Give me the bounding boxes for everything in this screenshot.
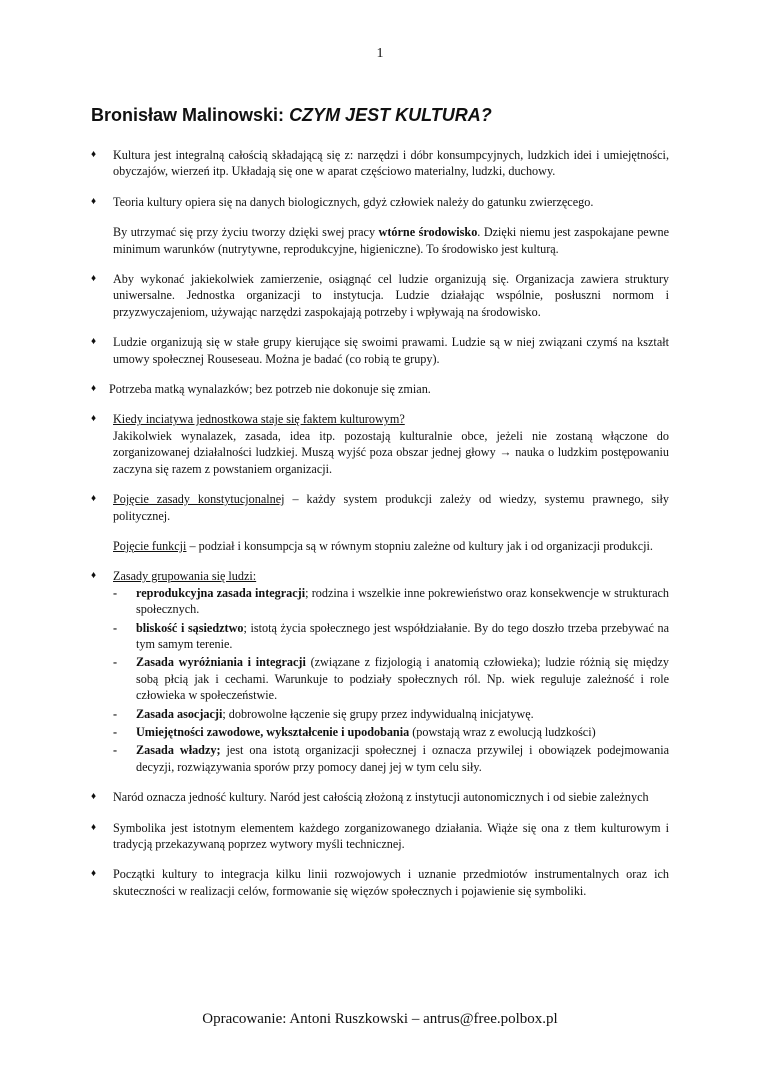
text-span: (powstają wraz z ewolucją ludzkości): [409, 724, 596, 739]
principle-item: [113, 724, 669, 740]
principles-list: [113, 585, 669, 775]
diamond-bullet-icon: ♦: [91, 195, 97, 207]
text-span: ; dobrowolne łączenie się grupy przez indywidualną inicjatywę.: [222, 706, 534, 721]
text-span: (związane z fizjologią i anatomią człowieka); ludzie różnią się między sobą płcią jak i cechami. Warunkuje to podziały społecznych ról. Np. wiek reguluje zależność i role człowieka w społeczeństwie.: [136, 655, 669, 703]
bold-term: Zasada asocjacji: [136, 706, 223, 721]
diamond-bullet-icon: ♦: [91, 791, 97, 803]
item-subparagraph: [113, 224, 669, 257]
underlined-term: Pojęcie zasady konstytucjonalnej: [113, 492, 285, 507]
text-span: ; istotą życia społecznego jest współdziałanie. By do tego doszło trzeba przebywać na tym samym terenie.: [136, 620, 669, 651]
item-text: Kultura jest integralną całością składającą się z: narzędzi i dóbr konsumpcyjnych, ludzkich idei i umiejętności, obyczajów, wierzeń itp. Układają się one w aparat częściowo materialny, ludzki, duchowy.: [113, 148, 669, 179]
list-item: [91, 491, 669, 554]
list-item: [91, 194, 669, 257]
principle-item: [113, 654, 669, 703]
document-body: [91, 147, 669, 913]
page-footer: Opracowanie: Antoni Ruszkowski – antrus@free.polbox.pl: [202, 1011, 558, 1027]
bold-term: bliskość i sąsiedztwo: [136, 620, 244, 635]
diamond-bullet-icon: ♦: [91, 570, 97, 582]
diamond-bullet-icon: ♦: [91, 868, 97, 880]
bold-term: Zasada wyróżniania i integracji: [136, 655, 306, 670]
text-span: . Dzięki niemu jest zaspokajane pewne minimum warunków (nutrytywne, reprodukcyjne, higieniczne). To środowisko jest kulturą.: [113, 225, 669, 256]
text-span: jest ona istotą organizacji społecznej i oznacza przywilej i obowiązek podejmowania decyzji, rozwiązywania sporów przy pomocy danej jej w tym celu siły.: [136, 743, 669, 774]
text-span: By utrzymać się przy życiu tworzy dzięki swej pracy: [113, 225, 379, 240]
principle-item: [113, 742, 669, 775]
item-text: Naród oznacza jedność kultury. Naród jest całością złożoną z instytucji autonomicznych i od siebie zależnych: [113, 790, 649, 805]
dash-bullet: -: [113, 743, 118, 758]
item-subparagraph: [113, 538, 669, 554]
principle-item: [113, 585, 669, 618]
bold-term: Umiejętności zawodowe, wykształcenie i upodobania: [136, 724, 410, 739]
item-text: Aby wykonać jakiekolwiek zamierzenie, osiągnąć cel ludzie organizują się. Organizacja zawiera struktury uniwersalne. Jednostka organizacji to instytucja. Ludzie działając wspólnie, posłuszni normom i przyzwyczajeniom, używając narzędzi zaspokajają potrzeby i wpływają na środowisko.: [113, 272, 669, 319]
list-item: [91, 820, 669, 853]
diamond-bullet-icon: ♦: [91, 413, 97, 425]
dash-bullet: -: [113, 620, 118, 635]
dash-bullet: -: [113, 724, 118, 739]
diamond-bullet-icon: ♦: [91, 149, 97, 160]
item-heading: Kiedy inciatywa jednostkowa staje się faktem kulturowym?: [113, 412, 405, 427]
diamond-bullet-icon: ♦: [91, 273, 97, 285]
principle-item: [113, 620, 669, 653]
page-number: 1: [376, 46, 384, 61]
list-item: [91, 381, 669, 397]
dash-bullet: -: [113, 585, 118, 600]
item-text: Potrzeba matką wynalazków; bez potrzeb nie dokonuje się zmian.: [109, 382, 431, 397]
list-item: [91, 411, 669, 477]
list-item: [91, 271, 669, 320]
text-span: – podział i konsumpcja są w równym stopniu zależne od kultury jak i od organizacji produkcji.: [186, 538, 653, 553]
bold-term: Zasada władzy;: [136, 743, 221, 758]
item-text: Ludzie organizują się w stałe grupy kierujące się swoimi prawami. Ludzie są w niej związani czymś na kształt umowy społecznej Rouseseau. Można je badać (co robią te grupy).: [113, 335, 669, 366]
item-text: Symbolika jest istotnym elementem każdego zorganizowanego działania. Wiąże się ona z tłem kulturowym i tradycją przekazywaną poprzez wytwory myśli technicznej.: [113, 820, 669, 851]
bold-term: wtórne środowisko: [378, 225, 478, 240]
text-span: nauka o ludzkim postępowaniu zaczyna się razem z powstaniem organizacji.: [113, 445, 669, 476]
diamond-bullet-icon: ♦: [91, 383, 97, 395]
text-span: – każdy system produkcji zależy od wiedzy, systemu prawnego, siły politycznej.: [113, 492, 669, 523]
item-text: [113, 491, 669, 524]
dash-bullet: -: [113, 706, 118, 721]
page-title: [91, 105, 492, 126]
diamond-bullet-icon: ♦: [91, 821, 97, 833]
dash-bullet: -: [113, 655, 118, 670]
principle-item: [113, 706, 669, 722]
list-item: [91, 147, 669, 180]
list-item: [91, 789, 669, 805]
item-text: [113, 428, 669, 477]
text-span: Jakikolwiek wynalazek, zasada, idea itp. pozostają kulturalnie obce, jeżeli nie zostaną włączone do zorganizowanej działalności ludzkiej. Muszą wyjść poza obszar jednej głowy: [113, 428, 669, 460]
list-item: [91, 334, 669, 367]
text-span: ; rodzina i wszelkie inne pokrewieństwo oraz konsekwencje w strukturach społecznych.: [136, 585, 669, 617]
arrow-right-icon: →: [499, 445, 512, 460]
underlined-term: Pojęcie funkcji: [113, 538, 187, 553]
item-text: Początki kultury to integracja kilku linii rozwojowych i uznanie przedmiotów instrumentalnych oraz ich skuteczności w realizacji celów, formowanie się więzów społecznych i pojawienie się symboliki.: [113, 867, 669, 898]
diamond-bullet-icon: ♦: [91, 336, 97, 348]
item-heading: Zasady grupowania się ludzi:: [113, 569, 257, 584]
bold-term: reprodukcyjna zasada integracji: [136, 585, 306, 600]
item-text: Teoria kultury opiera się na danych biologicznych, gdyż człowiek należy do gatunku zwierzęcego.: [113, 194, 594, 209]
list-item: [91, 866, 669, 899]
list-item: [91, 568, 669, 775]
title-author: Bronisław Malinowski:: [91, 105, 285, 125]
title-work: CZYM JEST KULTURA?: [289, 105, 492, 125]
diamond-bullet-icon: ♦: [91, 493, 97, 505]
